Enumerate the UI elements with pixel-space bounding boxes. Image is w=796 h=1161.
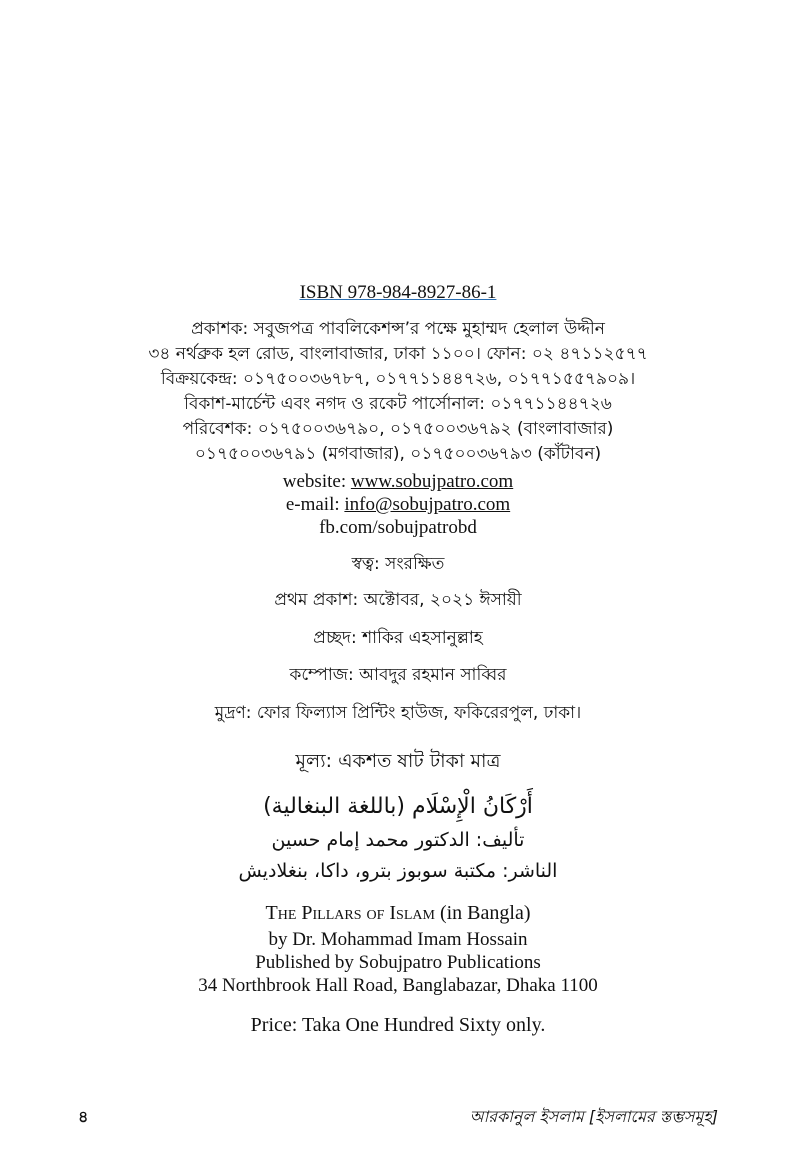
english-price: Price: Taka One Hundred Sixty only.: [250, 1014, 546, 1036]
email-line: [0, 495, 796, 514]
price-bangla: মূল্য: একশত ষাট টাকা মাত্র: [295, 750, 501, 772]
first-edition: প্রথম প্রকাশ: অক্টোবর, ২০২১ ঈসায়ী: [274, 590, 522, 610]
english-publisher: Published by Sobujpatro Publications: [255, 952, 541, 973]
website-line: [0, 472, 796, 491]
facebook-line: fb.com/sobujpatrobd: [319, 517, 477, 538]
arabic-title: أَرْكَانُ الْإِسْلَام (باللغة البنغالية): [263, 794, 533, 819]
running-title: আরকানুল ইসলাম [ইসলামের স্তম্ভসমূহ]: [469, 1107, 718, 1126]
website-prefix: website:: [282, 471, 351, 492]
copyright-notice: স্বত্ব: সংরক্ষিত: [351, 554, 445, 574]
distributor-line-2: ০১৭৫০০৩৬৭৯১ (মগবাজার), ০১৭৫০০৩৬৭৯৩ (কাঁটাবন): [194, 444, 602, 464]
distributor-line-1: পরিবেশক: ০১৭৫০০৩৬৭৯০, ০১৭৫০০৩৬৭৯২ (বাংলাবাজার): [182, 419, 614, 439]
email-prefix: e-mail:: [285, 494, 345, 515]
publisher-line-2: ৩৪ নর্থব্রুক হল রোড, বাংলাবাজার, ঢাকা ১১০০। ফোন: ০২ ৪৭১১২৫৭৭: [148, 344, 648, 364]
english-author: by Dr. Mohammad Imam Hossain: [268, 929, 528, 950]
email-link[interactable]: info@sobujpatro.com: [344, 494, 511, 515]
isbn: ISBN 978-984-8927-86-1: [299, 282, 497, 303]
arabic-publisher: الناشر: مكتبة سوبوز بترو، داكا، بنغلاديش: [238, 860, 558, 882]
english-title-line: [0, 903, 796, 923]
page-number: ৪: [78, 1107, 89, 1126]
publisher-line-1: প্রকাশক: সবুজপত্র পাবলিকেশন্স’র পক্ষে মুহাম্মদ হেলাল উদ্দীন: [191, 319, 605, 339]
english-address: 34 Northbrook Hall Road, Banglabazar, Dhaka 1100: [198, 975, 598, 996]
printing-credit: মুদ্রণ: ফোর ফিল্যাস প্রিন্টিং হাউজ, ফকিরেরপুল, ঢাকা।: [214, 703, 582, 723]
english-title-suffix: (in Bangla): [434, 902, 531, 924]
arabic-author: تأليف: الدكتور محمد إمام حسين: [271, 829, 525, 851]
compose-credit: কম্পোজ: আবদুর রহমান সাব্বির: [289, 665, 507, 685]
sales-centre-line: বিক্রয়কেন্দ্র: ০১৭৫০০৩৬৭৮৭, ০১৭৭১১৪৪৭২৬, ০১৭৭১৫৫৭৯০৯।: [160, 369, 636, 389]
cover-credit: প্রচ্ছদ: শাকির এহসানুল্লাহ: [313, 628, 483, 648]
website-link[interactable]: www.sobujpatro.com: [350, 471, 514, 492]
bkash-line: বিকাশ-মার্চেন্ট এবং নগদ ও রকেট পার্সোনাল: ০১৭৭১১৪৪৭২৬: [184, 394, 612, 414]
english-title: The Pillars of Islam: [265, 902, 435, 924]
